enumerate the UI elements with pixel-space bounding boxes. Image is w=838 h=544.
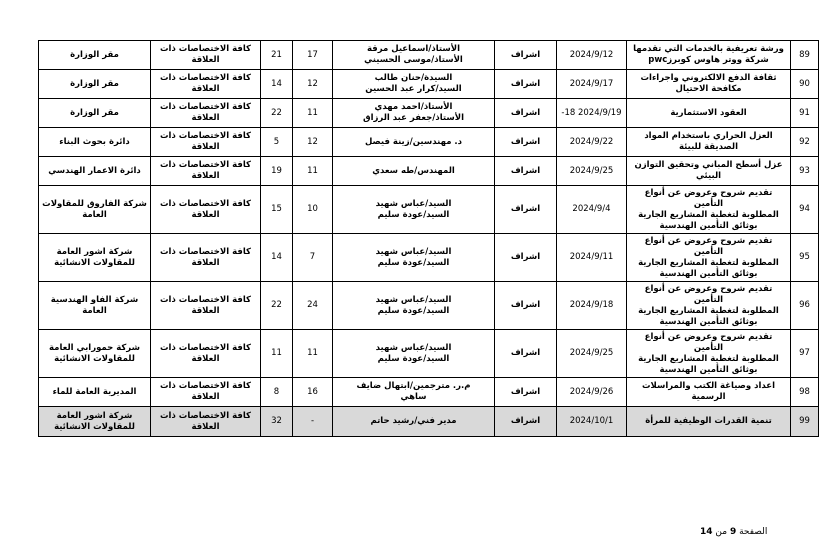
cell-participants: 17 xyxy=(293,41,333,70)
title-line: العقود الاستثمارية xyxy=(670,107,747,118)
cell-audience: كافة الاختصاصات ذات العلاقة xyxy=(151,407,261,437)
cell-audience: كافة الاختصاصات ذات العلاقة xyxy=(151,70,261,99)
lecturers-line: السيد/عباس شهيد xyxy=(375,198,452,209)
lecturers-line: السيد/عودة سليم xyxy=(377,353,450,364)
lecturers-line: السيد/عودة سليم xyxy=(377,305,450,316)
lecturers-line: د. مهندسين/زينة فيصل xyxy=(364,136,463,147)
cell-title xyxy=(627,41,791,70)
cell-title xyxy=(627,157,791,186)
title-line: المطلوبة لتغطية المشاريع الجارية xyxy=(638,305,779,316)
cell-date: 2024/9/22 xyxy=(557,128,627,157)
cell-hours: 19 xyxy=(261,157,293,186)
cell-date: 2024/10/1 xyxy=(557,407,627,437)
cell-participants: 16 xyxy=(293,378,333,407)
cell-date: -18 2024/9/19 xyxy=(557,99,627,128)
table-row xyxy=(39,186,819,234)
cell-location: مقر الوزارة xyxy=(39,70,151,99)
cell-participants: 24 xyxy=(293,282,333,330)
footer-label: الصفحة xyxy=(739,527,768,537)
cell-number: 96 xyxy=(791,282,819,330)
table-row xyxy=(39,282,819,330)
title-line: تنمية القدرات الوظيفية للمرأة xyxy=(645,416,772,426)
cell-audience: كافة الاختصاصات ذات العلاقة xyxy=(151,234,261,282)
cell-participants: 12 xyxy=(293,70,333,99)
cell-type: اشراف xyxy=(495,128,557,157)
cell-audience: كافة الاختصاصات ذات العلاقة xyxy=(151,378,261,407)
lecturers-line: مدير فني/رشيد حاتم xyxy=(370,416,457,426)
title-line: ثقافة الدفع الالكتروني واجراءات xyxy=(640,73,777,83)
lecturers-line: الأستاذ/جعفر عبد الرزاق xyxy=(363,113,464,123)
cell-date: 2024/9/11 xyxy=(557,234,627,282)
cell-date: 2024/9/26 xyxy=(557,378,627,407)
title-line: تقديم شروح وعروض عن أنواع التأمين xyxy=(644,331,773,353)
cell-title xyxy=(627,282,791,330)
title-line: البيئي xyxy=(695,171,722,181)
cell-audience: كافة الاختصاصات ذات العلاقة xyxy=(151,330,261,378)
cell-number: 98 xyxy=(791,378,819,407)
cell-participants: - xyxy=(293,407,333,437)
title-line: عزل أسطح المباني وتحقيق التوازن xyxy=(634,160,783,170)
cell-location: مقر الوزارة xyxy=(39,99,151,128)
title-line: المطلوبة لتغطية المشاريع الجارية xyxy=(638,257,779,268)
cell-type: اشراف xyxy=(495,407,557,437)
title-line: ورشة تعريفية بالخدمات التي تقدمها xyxy=(633,44,784,54)
lecturers-line: السيد/عباس شهيد xyxy=(375,246,452,257)
title-line: الرسمية xyxy=(691,392,726,402)
title-line: بوثائق التأمين الهندسية xyxy=(659,268,758,279)
cell-participants: 11 xyxy=(293,330,333,378)
title-line: اعداد وصياغة الكتب والمراسلات xyxy=(641,381,776,391)
cell-audience: كافة الاختصاصات ذات العلاقة xyxy=(151,99,261,128)
cell-title xyxy=(627,186,791,234)
cell-hours: 21 xyxy=(261,41,293,70)
table-row xyxy=(39,407,819,437)
cell-date: 2024/9/4 xyxy=(557,186,627,234)
cell-hours: 5 xyxy=(261,128,293,157)
cell-date: 2024/9/17 xyxy=(557,70,627,99)
cell-date: 2024/9/25 xyxy=(557,157,627,186)
cell-lecturers xyxy=(333,128,495,157)
cell-date: 2024/9/18 xyxy=(557,282,627,330)
title-line: بوثائق التأمين الهندسية xyxy=(659,316,758,327)
lecturers-line: الأستاذ/موسى الحسيني xyxy=(364,55,463,65)
cell-title xyxy=(627,128,791,157)
training-table xyxy=(38,40,819,437)
lecturers-line: الأستاذ/اسماعيل مرقة xyxy=(367,44,460,54)
table-row xyxy=(39,234,819,282)
cell-lecturers xyxy=(333,157,495,186)
title-line: المطلوبة لتغطية المشاريع الجارية xyxy=(638,353,779,364)
cell-hours: 22 xyxy=(261,282,293,330)
cell-hours: 14 xyxy=(261,70,293,99)
cell-type: اشراف xyxy=(495,282,557,330)
lecturers-line: السيدة/حنان طالب xyxy=(374,73,453,83)
cell-lecturers xyxy=(333,41,495,70)
lecturers-line: السيد/عباس شهيد xyxy=(375,294,452,305)
cell-location: شركة الفاو الهندسية العامة xyxy=(39,282,151,330)
title-line: الصديقة للبيئة xyxy=(678,142,739,152)
cell-title xyxy=(627,234,791,282)
cell-hours: 32 xyxy=(261,407,293,437)
table-row xyxy=(39,128,819,157)
table-row xyxy=(39,99,819,128)
title-line: تقديم شروح وعروض عن أنواع التأمين xyxy=(644,187,773,209)
footer-of: من xyxy=(715,527,728,537)
cell-audience: كافة الاختصاصات ذات العلاقة xyxy=(151,41,261,70)
cell-lecturers xyxy=(333,282,495,330)
cell-title xyxy=(627,330,791,378)
cell-audience: كافة الاختصاصات ذات العلاقة xyxy=(151,186,261,234)
cell-participants: 7 xyxy=(293,234,333,282)
lecturers-line: ساهي xyxy=(400,392,427,402)
cell-date: 2024/9/25 xyxy=(557,330,627,378)
cell-location: مقر الوزارة xyxy=(39,41,151,70)
cell-location: شركة اشور العامة للمقاولات الانشائية xyxy=(39,407,151,437)
lecturers-line: السيد/كرار عبد الحسين xyxy=(365,84,462,94)
cell-type: اشراف xyxy=(495,330,557,378)
title-line: تقديم شروح وعروض عن أنواع التأمين xyxy=(644,235,773,257)
title-line: تقديم شروح وعروض عن أنواع التأمين xyxy=(644,283,773,305)
title-line: بوثائق التأمين الهندسية xyxy=(659,220,758,231)
table-row xyxy=(39,70,819,99)
title-line: العزل الحراري باستخدام المواد xyxy=(644,131,773,141)
cell-type: اشراف xyxy=(495,157,557,186)
footer-total: 14 xyxy=(700,527,713,537)
cell-type: اشراف xyxy=(495,99,557,128)
lecturers-line: الأستاذ/احمد مهدي xyxy=(374,102,453,112)
cell-location: المديرية العامة للماء xyxy=(39,378,151,407)
title-line: المطلوبة لتغطية المشاريع الجارية xyxy=(638,209,779,220)
cell-type: اشراف xyxy=(495,70,557,99)
cell-audience: كافة الاختصاصات ذات العلاقة xyxy=(151,128,261,157)
cell-number: 91 xyxy=(791,99,819,128)
cell-date: 2024/9/12 xyxy=(557,41,627,70)
lecturers-line: السيد/عودة سليم xyxy=(377,209,450,220)
table-row xyxy=(39,330,819,378)
cell-title xyxy=(627,99,791,128)
lecturers-line: المهندس/طه سعدي xyxy=(372,165,455,176)
cell-number: 93 xyxy=(791,157,819,186)
cell-hours: 14 xyxy=(261,234,293,282)
cell-lecturers xyxy=(333,330,495,378)
cell-lecturers xyxy=(333,99,495,128)
cell-hours: 8 xyxy=(261,378,293,407)
title-line: شركة ووتر هاوس كوبرزpwc xyxy=(648,55,769,65)
cell-location: دائرة بحوث البناء xyxy=(39,128,151,157)
table-row xyxy=(39,378,819,407)
cell-lecturers xyxy=(333,234,495,282)
cell-number: 97 xyxy=(791,330,819,378)
lecturers-line: م.ر. مترجمين/ابتهال ضايف xyxy=(356,381,471,391)
cell-title xyxy=(627,407,791,437)
cell-number: 89 xyxy=(791,41,819,70)
cell-number: 92 xyxy=(791,128,819,157)
cell-hours: 22 xyxy=(261,99,293,128)
lecturers-line: السيد/عودة سليم xyxy=(377,257,450,268)
title-line: بوثائق التأمين الهندسية xyxy=(659,364,758,375)
cell-type: اشراف xyxy=(495,41,557,70)
cell-hours: 11 xyxy=(261,330,293,378)
cell-location: شركة اشور العامة للمقاولات الانشائية xyxy=(39,234,151,282)
cell-type: اشراف xyxy=(495,378,557,407)
lecturers-line: السيد/عباس شهيد xyxy=(375,342,452,353)
cell-location: شركة الفاروق للمقاولات العامة xyxy=(39,186,151,234)
cell-participants: 11 xyxy=(293,99,333,128)
cell-title xyxy=(627,70,791,99)
title-line: مكافحة الاحتيال xyxy=(675,84,742,94)
table-row xyxy=(39,157,819,186)
cell-type: اشراف xyxy=(495,186,557,234)
cell-number: 90 xyxy=(791,70,819,99)
cell-hours: 15 xyxy=(261,186,293,234)
cell-participants: 11 xyxy=(293,157,333,186)
cell-number: 94 xyxy=(791,186,819,234)
cell-lecturers xyxy=(333,378,495,407)
cell-number: 95 xyxy=(791,234,819,282)
cell-number: 99 xyxy=(791,407,819,437)
cell-type: اشراف xyxy=(495,234,557,282)
cell-audience: كافة الاختصاصات ذات العلاقة xyxy=(151,282,261,330)
cell-location: دائرة الاعمار الهندسي xyxy=(39,157,151,186)
page-footer xyxy=(700,527,767,537)
table-row xyxy=(39,41,819,70)
cell-participants: 10 xyxy=(293,186,333,234)
footer-page: 9 xyxy=(729,527,737,537)
cell-location: شركة حمورابي العامة للمقاولات الانشائية xyxy=(39,330,151,378)
cell-title xyxy=(627,378,791,407)
cell-lecturers xyxy=(333,407,495,437)
cell-audience: كافة الاختصاصات ذات العلاقة xyxy=(151,157,261,186)
cell-lecturers xyxy=(333,186,495,234)
cell-lecturers xyxy=(333,70,495,99)
cell-participants: 12 xyxy=(293,128,333,157)
